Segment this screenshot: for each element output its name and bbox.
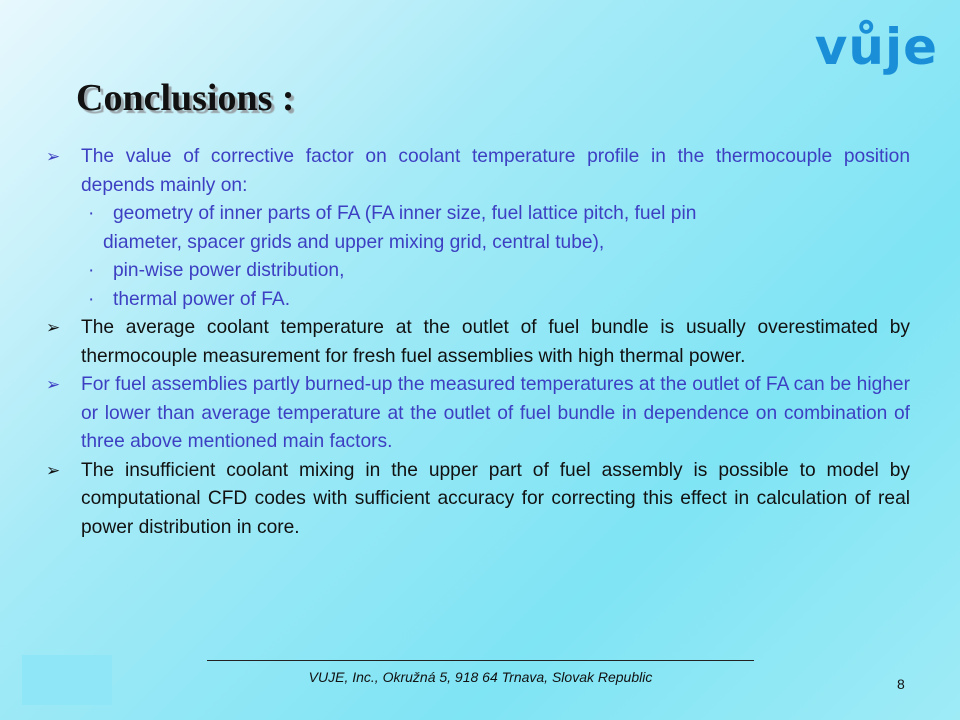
sub-bullet-icon: ·	[88, 288, 95, 310]
conclusions-list	[46, 143, 910, 542]
sub-item-text-cont: diameter, spacer grids and upper mixing grid, central tube),	[103, 231, 605, 253]
sub-item-text: geometry of inner parts of FA (FA inner size, fuel lattice pitch, fuel pin	[113, 203, 697, 224]
bullet-3	[46, 371, 910, 457]
sub-item-text: thermal power of FA.	[113, 288, 291, 310]
bullet-text: The value of corrective factor on coolant temperature profile in the thermocouple position depends mainly on:	[81, 146, 910, 196]
vuje-logo: vůje	[814, 18, 938, 76]
bullet-text: The average coolant temperature at the outlet of fuel bundle is usually overestimated by thermocouple measurement for fresh fuel assemblies with high thermal power.	[81, 317, 910, 367]
page-title: Conclusions :	[76, 77, 295, 119]
footer-divider	[207, 660, 754, 661]
bullet-text: The insufficient coolant mixing in the upper part of fuel assembly is possible to model by computational CFD codes with sufficient accuracy for correcting this effect in calculation of real power distribution in core.	[81, 459, 910, 538]
sub-bullet-icon: ·	[88, 260, 95, 281]
bullet-4	[46, 457, 910, 543]
arrow-bullet-icon: ➢	[46, 318, 61, 337]
bullet-2	[46, 314, 910, 371]
arrow-bullet-icon: ➢	[46, 460, 61, 480]
sub-item-text: pin-wise power distribution,	[113, 260, 345, 281]
sub-item-1	[46, 200, 910, 257]
arrow-bullet-icon: ➢	[46, 375, 61, 394]
footer-address: VUJE, Inc., Okružná 5, 918 64 Trnava, Slovak Republic	[308, 669, 653, 685]
page-number: 8	[897, 676, 905, 692]
bullet-1	[46, 143, 910, 200]
arrow-bullet-icon: ➢	[46, 147, 61, 166]
bullet-text: For fuel assemblies partly burned-up the measured temperatures at the outlet of FA can be higher or lower than average temperature at the outlet of fuel bundle in dependence on combination of three above mentioned main factors.	[81, 374, 910, 452]
corner-decoration	[22, 655, 112, 705]
sub-item-3	[46, 286, 910, 315]
sub-item-2	[46, 257, 910, 286]
sub-bullet-icon: ·	[88, 203, 95, 224]
